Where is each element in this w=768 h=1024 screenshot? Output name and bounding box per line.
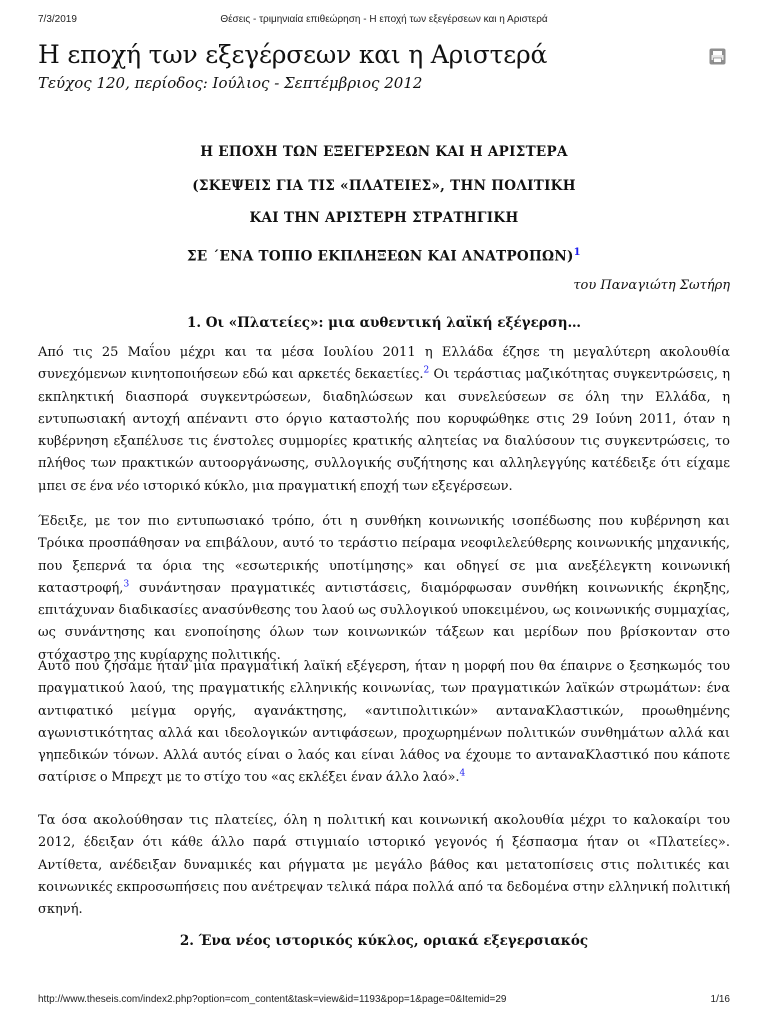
heading-line-2: (ΣΚΕΨΕΙΣ ΓΙΑ ΤΙΣ «ΠΛΑΤΕΙΕΣ», ΤΗΝ ΠΟΛΙΤΙΚΗ [192, 178, 576, 194]
print-header [38, 14, 730, 28]
author: του Παναγιώτη Σωτήρη [573, 278, 730, 293]
heading-line-4-text: ΣΕ ΄ΕΝΑ ΤΟΠΙΟ ΕΚΠΛΗΞΕΩΝ ΚΑΙ ΑΝΑΤΡΟΠΩΝ) [187, 248, 574, 265]
paragraph-1 [38, 342, 730, 498]
paragraph-1-text-a: Από τις 25 Μαΐου μέχρι και τα μέσα Ιουλίου 2011 η Ελλάδα έζησε τη μεγαλύτερη ακολουθία συνεχόμενων κινητοποιήσεων εδώ και αρκετές δεκαετίες. [38, 345, 730, 383]
print-page-title: Θέσεις - τριμηνιαία επιθεώρηση - Η εποχή των εξεγέρσεων και η Αριστερά [220, 14, 548, 25]
print-footer [38, 994, 730, 1008]
heading-line-3: ΚΑΙ ΤΗΝ ΑΡΙΣΤΕΡΗ ΣΤΡΑΤΗΓΙΚΗ [249, 210, 519, 226]
footnote-link-2[interactable]: 2 [423, 365, 430, 376]
page-url: http://www.theseis.com/index2.php?option=com_content&task=view&id=1193&pop=1&page=0&Itemid=29 [38, 994, 507, 1005]
paragraph-2 [38, 511, 730, 667]
footnote-link-3[interactable]: 3 [123, 579, 130, 590]
footnote-link-1[interactable]: 1 [573, 247, 581, 258]
print-date: 7/3/2019 [38, 14, 77, 25]
section-heading-2: 2. Ένα νέος ιστορικός κύκλος, οριακά εξεγερσιακός [179, 933, 589, 949]
paragraph-3 [38, 656, 730, 790]
paragraph-4: Τα όσα ακολούθησαν τις πλατείες, όλη η πολιτική και κοινωνική ακολουθία μέχρι το καλοκαίρι του 2012, έδειξαν ότι κάθε άλλο παρά στιγμιαίο ιστορικό γεγονός ή ξέσπασμα ήταν οι «Πλατείες». Αντίθετα, ανέδειξαν δυναμικές και ρήγματα με μεγάλο βάθος και μετατοπίσεις στις πολιτικές και κοινωνικές εκπροσωπήσεις που ανέτρεψαν τελικά πάρα πολλά από τα δεδομένα στην ελληνική πολιτική σκηνή. [38, 813, 730, 918]
issue-info: Τεύχος 120, περίοδος: Ιούλιος - Σεπτέμβριος 2012 [38, 74, 423, 92]
paragraph-2-text-b: συνάντησαν πραγματικές αντιστάσεις, διαμόρφωσαν συνθήκη κοινωνικής έκρηξης, επιτάχυναν διαδικασίες ανασύνθεσης του λαού ως συλλογικού υποκειμένου, ως κοινωνικής συμμαχίας, ως συνάντησης και ενοποίησης όλων των κοινωνικών τάξεων και μερίδων που βρίσκονταν στο στόχαστρο της κυρίαρχης πολιτικής. [38, 580, 730, 663]
heading-line-1: Η ΕΠΟΧΗ ΤΩΝ ΕΞΕΓΕΡΣΕΩΝ ΚΑΙ Η ΑΡΙΣΤΕΡΑ [200, 144, 568, 160]
paragraph-1-text-b: Οι τεράστιας μαζικότητας συγκεντρώσεις, η εκπληκτική διασπορά συγκεντρώσεων, διαδηλώσεων και συνελεύσεων σε όλη την Ελλάδα, η εντυπωσιακή αντοχή απέναντι στο όργιο καταστολής που κορυφώθηκε στις 29 Ιούνη 2011, όταν η κυβέρνηση εξαπέλυσε τις ένστολες συμμορίες κρατικής αλητείας να διαλύσουν τις συγκεντρώσεις, το πλήθος των πρακτικών αυτοοργάνωσης, συλλογικής συζήτησης και αλληλεγγύης κατέδειξε ότι είχαμε μπει σε ένα νέο ιστορικό κύκλο, μια πραγματική εποχή των εξεγέρσεων. [38, 367, 730, 494]
heading-line-4 [38, 245, 730, 265]
page-number: 1/16 [710, 994, 730, 1005]
article-title: Η εποχή των εξεγέρσεων και η Αριστερά [38, 40, 548, 69]
article [38, 38, 730, 949]
paragraph-2-text-a: Έδειξε, με τον πιο εντυπωσιακό τρόπο, ότι η συνθήκη κοινωνικής ισοπέδωσης που κυβέρνηση και Τρόικα προσπάθησαν να επιβάλουν, αυτό το τεράστιο πείραμα νεοφιλελεύθερης κοινωνικής μηχανικής, που ξεπερνά τα όρια της «εσωτερικής υποτίμησης» και οδηγεί σε μια ανεξέλεγκτη κοινωνική καταστροφή, [38, 514, 730, 596]
section-heading-1: 1. Οι «Πλατείες»: μια αυθεντική λαϊκή εξέγερση… [186, 315, 582, 331]
footnote-link-4[interactable]: 4 [459, 769, 466, 780]
paragraph-3-text: Αυτό που ζήσαμε ήταν μια πραγματική λαϊκή εξέγερση, ήταν η μορφή που θα έπαιρνε ο ξεσηκωμός του πραγματικού λαού, της πραγματικής ελληνικής κοινωνίας, των πραγματικών λαϊκών στρωμάτων: ένα αντιφατικό μείγμα οργής, αγανάκτησης, «αντιπολιτικών» ανταναKλαστικών, προωθημένης αγωνιστικότητας αλλά και ιδεολογικών αντιφάσεων, προχωρημένων πολιτικών συνθημάτων αλλά και γηπεδικών τόνων. Αλλά αυτός είναι ο λαός και είναι λάθος να έχουμε το ανταναKλαστικό που κάποτε σατίρισε ο Μπρεχτ με το στίχο του «ας εκλέξει έναν άλλο λαό». [38, 659, 730, 786]
